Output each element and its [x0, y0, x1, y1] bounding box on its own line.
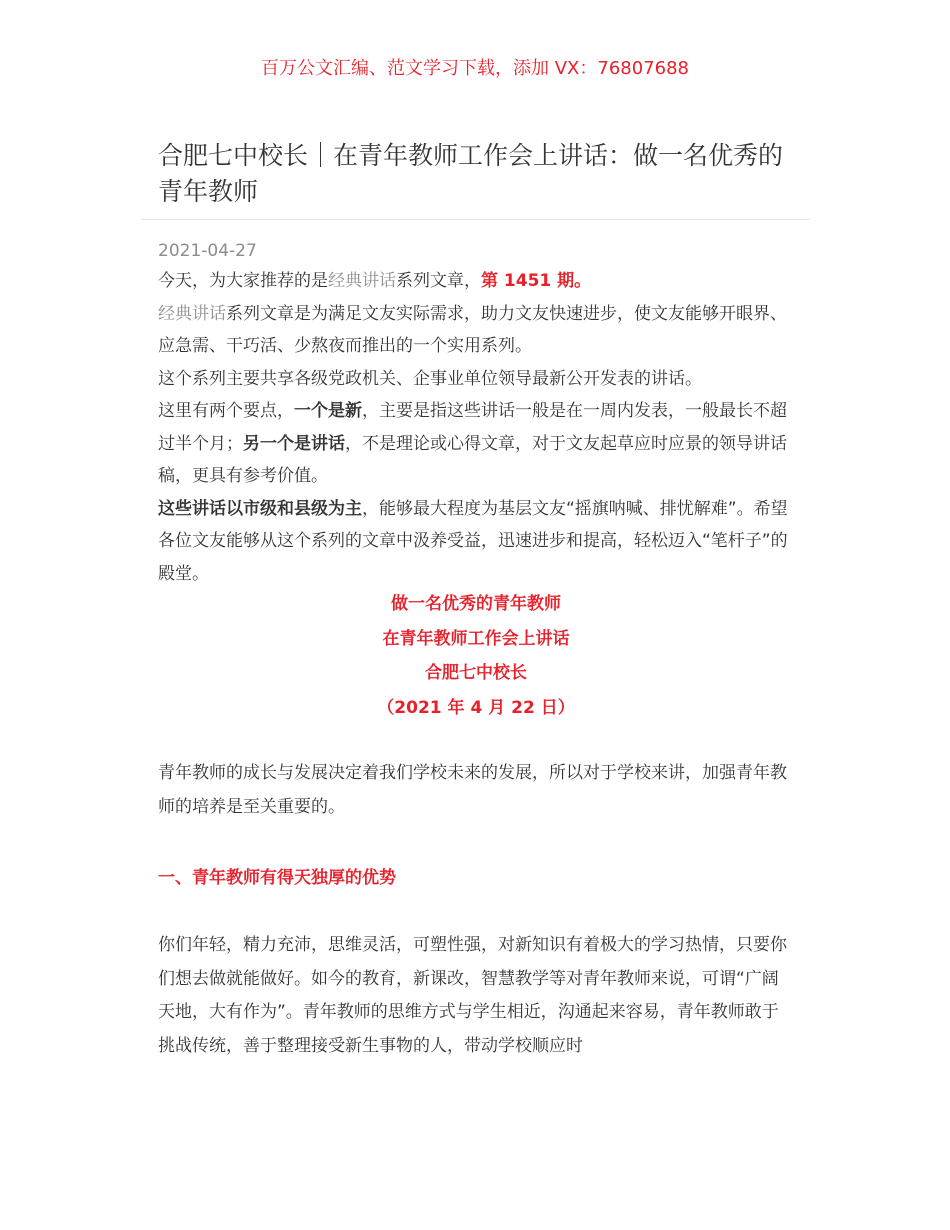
publish-date: 2021-04-27 [158, 241, 257, 261]
speech-date: （2021 年 4 月 22 日） [377, 697, 575, 718]
intro-paragraph-1 [158, 265, 794, 298]
intro-p5-bold: 这些讲话以市级和县级为主 [158, 498, 362, 519]
header-banner: 百万公文汇编、范文学习下载，添加 VX：76807688 [261, 58, 689, 79]
series-name-2: 经典讲话 [158, 303, 226, 324]
intro-paragraph-5 [158, 493, 794, 591]
body-paragraph-1 [158, 757, 794, 824]
series-name: 经典讲话 [328, 271, 396, 291]
intro-p4-a: 这里有两个要点， [158, 401, 294, 421]
intro-p4-c: ，主要是指这些讲话一般是在一周内发表，一般最长不超过半个月； [158, 401, 787, 454]
intro-p4-e: ，不是理论或心得文章，对于文友起草应时应景的领导讲话稿，更具有参考价值。 [158, 433, 787, 486]
title-divider [141, 219, 810, 220]
body-paragraph-2 [158, 929, 794, 1063]
body-p1-text: 青年教师的成长与发展决定着我们学校未来的发展，所以对于学校来讲，加强青年教师的培养是至关重要的。 [158, 763, 787, 817]
speech-occasion: 在青年教师工作会上讲话 [382, 628, 570, 649]
issue-number: 第 1451 期。 [481, 271, 592, 291]
speech-heading [158, 587, 794, 725]
intro-paragraph-3: 这个系列主要共享各级党政机关、企事业单位领导最新公开发表的讲话。 [158, 368, 702, 389]
section-heading-1: 一、青年教师有得天独厚的优势 [158, 868, 396, 888]
intro-p2-rest: 系列文章是为满足文友实际需求，助力文友快速进步，使文友能够开眼界、应急需、干巧活、少熬夜而推出的一个实用系列。 [158, 303, 787, 356]
body-p2-text: 你们年轻，精力充沛，思维灵活，可塑性强，对新知识有着极大的学习热情，只要你们想去做就能做好。如今的教育，新课改，智慧教学等对青年教师来说，可谓“广阔天地，大有作为”。青年教师的思维方式与学生相近，沟通起来容易，青年教师敢于挑战传统，善于整理接受新生事物的人，带动学校顺应时 [158, 935, 787, 1056]
intro-paragraph-4 [158, 395, 794, 493]
intro-section [158, 265, 794, 590]
speech-title: 做一名优秀的青年教师 [391, 594, 561, 614]
speech-speaker: 合肥七中校长 [425, 663, 527, 683]
intro-p1-middle: 系列文章， [396, 271, 481, 291]
intro-p4-bold-new: 一个是新 [294, 401, 362, 421]
intro-p4-bold-speech: 另一个是讲话 [243, 433, 345, 454]
intro-p1-prefix: 今天，为大家推荐的是 [158, 271, 328, 291]
article-title: 合肥七中校长｜在青年教师工作会上讲话：做一名优秀的青年教师 [158, 141, 784, 206]
intro-p5-rest: ，能够最大程度为基层文友“摇旗呐喊、排忧解难”。希望各位文友能够从这个系列的文章中汲养受益，迅速进步和提高，轻松迈入“笔杆子”的殿堂。 [158, 498, 788, 584]
intro-paragraph-2 [158, 298, 794, 363]
